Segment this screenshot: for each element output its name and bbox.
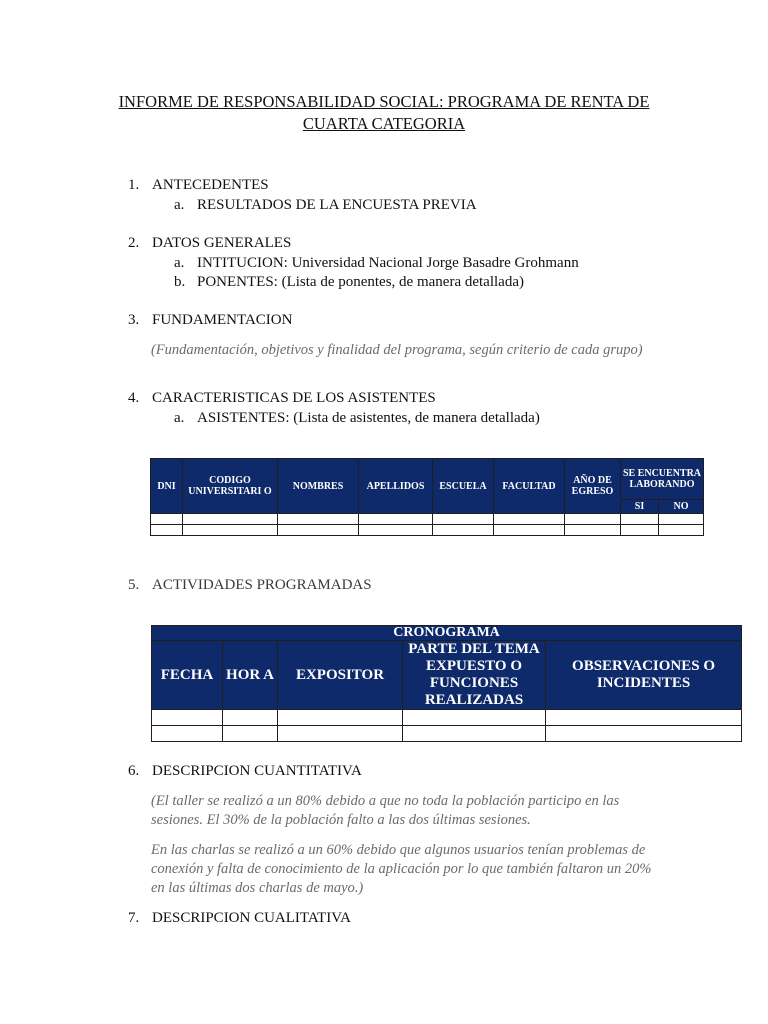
table-cell [494,525,565,536]
table-cell [183,514,278,525]
table-cell [403,710,546,726]
table-cell [565,525,621,536]
table-cell [621,525,659,536]
table-cell [151,525,183,536]
table-cell [278,525,359,536]
table-cell [546,726,742,742]
table-cell [433,525,494,536]
header-parte-del-tema: PARTE DEL TEMA EXPUESTO O FUNCIONES REALIZADAS [403,641,546,710]
header-escuela: ESCUELA [433,459,494,514]
table-cell [278,514,359,525]
table-cell [359,525,433,536]
cuantitativa-note-1: (El taller se realizó a un 80% debido a que no toda la población participo en las sesiones. El 30% de la población falto a las dos últimas sesiones. [151,793,620,828]
header-apellidos: APELLIDOS [359,459,433,514]
section-number: 7. [128,910,140,926]
header-no: NO [659,500,704,514]
subitem-label: INTITUCION: Universidad Nacional Jorge Basadre Grohmann [197,255,579,271]
table-row [151,525,704,536]
header-expositor: EXPOSITOR [278,641,403,710]
header-se-encuentra-laborando: SE ENCUENTRA LABORANDO [621,459,704,500]
section-label: DATOS GENERALES [152,235,292,251]
subitem-letter: b. [174,274,186,290]
table-cell [278,710,403,726]
section-label: CARACTERISTICAS DE LOS ASISTENTES [152,390,436,406]
cronograma-table [151,625,742,742]
section-label: DESCRIPCION CUANTITATIVA [152,763,362,779]
page-title: INFORME DE RESPONSABILIDAD SOCIAL: PROGRAMA DE RENTA DE CUARTA CATEGORIA [118,92,650,133]
table-cell [278,726,403,742]
section-label: FUNDAMENTACION [152,312,293,328]
table-cell [152,726,223,742]
asistentes-table [150,458,704,536]
table-cell [359,514,433,525]
section-label: ANTECEDENTES [152,177,269,193]
subitem-label: ASISTENTES: (Lista de asistentes, de manera detallada) [197,410,540,426]
section-number: 4. [128,390,140,406]
header-dni: DNI [151,459,183,514]
header-codigo-universitario: CODIGO UNIVERSITARI O [183,459,278,514]
section-number: 6. [128,763,140,779]
section-number: 5. [128,577,140,593]
header-nombres: NOMBRES [278,459,359,514]
subitem-letter: a. [174,255,185,271]
table-cell [494,514,565,525]
table-cell [183,525,278,536]
table-cell [223,726,278,742]
table-cell [659,514,704,525]
table-cell [433,514,494,525]
table-cell [565,514,621,525]
header-si: SI [621,500,659,514]
header-fecha: FECHA [152,641,223,710]
subitem-label: PONENTES: (Lista de ponentes, de manera detallada) [197,274,524,290]
table-cell [403,726,546,742]
header-anio-egreso: AÑO DE EGRESO [565,459,621,514]
table-cell [152,710,223,726]
table-row [152,710,742,726]
section-number: 3. [128,312,140,328]
table-cell [546,710,742,726]
section-label: DESCRIPCION CUALITATIVA [152,910,351,926]
header-facultad: FACULTAD [494,459,565,514]
table-cell [621,514,659,525]
section-number: 1. [128,177,140,193]
header-observaciones: OBSERVACIONES O INCIDENTES [546,641,742,710]
subitem-letter: a. [174,410,185,426]
table-cell [223,710,278,726]
table-row [151,514,704,525]
header-hora: HOR A [223,641,278,710]
section-number: 2. [128,235,140,251]
subitem-label: RESULTADOS DE LA ENCUESTA PREVIA [197,197,477,213]
subitem-letter: a. [174,197,185,213]
cronograma-caption: CRONOGRAMA [152,626,742,641]
table-row [152,726,742,742]
table-cell [659,525,704,536]
fundamentacion-note: (Fundamentación, objetivos y finalidad del programa, según criterio de cada grupo) [151,342,643,358]
cuantitativa-note-2: En las charlas se realizó a un 60% debido que algunos usuarios tenían problemas de conexión y falta de conocimiento de la aplicación por lo que también faltaron un 20% en las últimas dos charlas de mayo.) [151,842,652,896]
section-label: ACTIVIDADES PROGRAMADAS [152,577,372,593]
table-cell [151,514,183,525]
